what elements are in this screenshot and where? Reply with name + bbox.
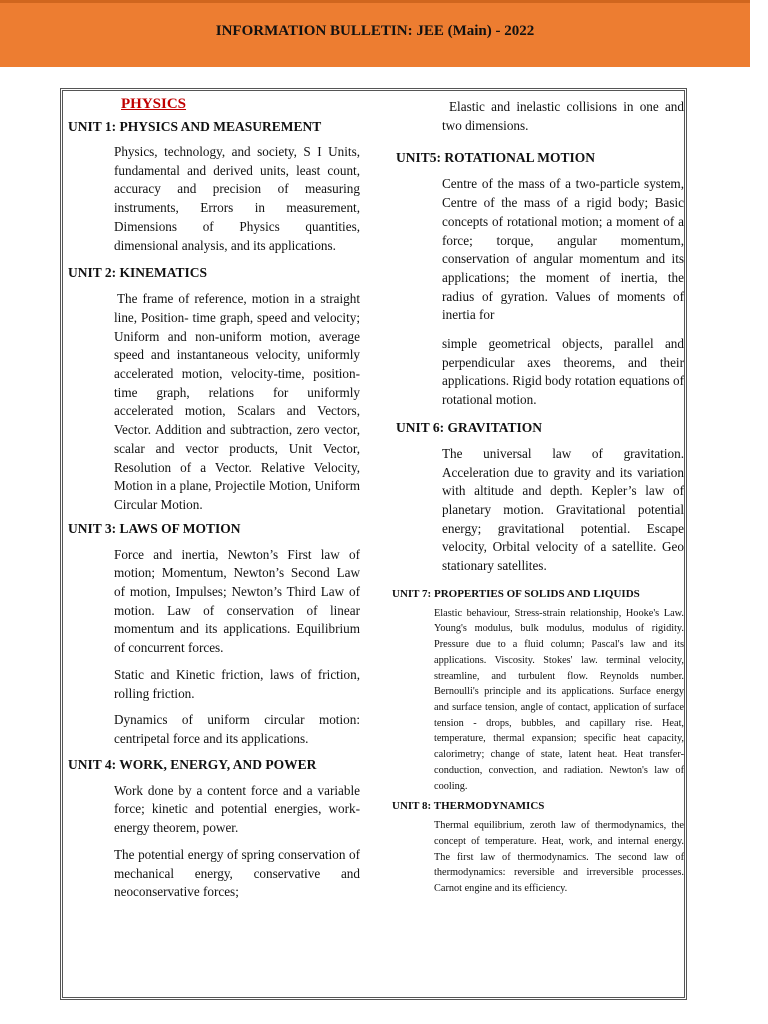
bulletin-title: INFORMATION BULLETIN: JEE (Main) - 2022 xyxy=(215,23,535,39)
unit-2-heading: UNIT 2: KINEMATICS xyxy=(68,265,208,281)
unit-1-text: Physics, technology, and society, S I Units, fundamental and derived units, least count, accuracy and precision of measuring instruments, Errors in measurement, Dimensions of Physics quantities, dimensional analysis, and its applications. xyxy=(114,144,360,253)
unit-3-para-1: Force and inertia, Newton’s First law of motion; Momentum, Newton’s Second Law of motion, Impulses; Newton’s Third Law of motion. Law of conservation of linear momentum and its applications. Equilibrium of concurrent forces. xyxy=(114,546,360,656)
unit-5-para-2: simple geometrical objects, parallel and perpendicular axes theorems, and their applications. Rigid body rotation equations of rotational motion. xyxy=(442,336,684,408)
unit-3-para-3: Dynamics of uniform circular motion: centripetal force and its applications. xyxy=(114,712,360,746)
unit-4-para-2: The potential energy of spring conservation of mechanical energy, conservative and neoconservative forces; xyxy=(114,846,360,900)
unit-5-para-1: Centre of the mass of a two-particle system, Centre of the mass of a rigid body; Basic concepts of rotational motion; a moment of a force; torque, angular momentum, conservation of angular momentum and its applications; the moment of inertia, the radius of gyration. Values of moments of inertia for xyxy=(442,176,684,323)
unit-3-para-2: Static and Kinetic friction, laws of friction, rolling friction. xyxy=(114,666,360,701)
unit-3-heading: UNIT 3: LAWS OF MOTION xyxy=(68,520,241,536)
unit-6-text: The universal law of gravitation. Acceleration due to gravity and its variation with altitude and depth. Kepler’s law of planetary motion. Gravitational potential energy; gravitational potential. Escape velocity, Orbital velocity of a satellite. Geo stationary satellites. xyxy=(442,445,684,574)
unit-7-text: Elastic behaviour, Stress-strain relationship, Hooke's Law. Young's modulus, bulk modulus, modulus of rigidity. Pressure due to a fluid column; Pascal's law and its applications. Viscosity. Stokes' law. terminal velocity, streamline, and turbulent flow. Reynolds number. Bernoulli's principle and its applications. Surface energy and surface tension, angle of contact, application of surface tension - drops, bubbles, and capillary rise. Heat, temperature, thermal expansion; specific heat capacity, calorimetry; change of state, latent heat. Heat transfer-conduction, convection, and radiation. Newton's law of cooling. xyxy=(434,607,684,792)
unit-6-heading: UNIT 6: GRAVITATION xyxy=(396,419,543,435)
unit-4-para-1: Work done by a content force and a variable force; kinetic and potential energies, work-energy theorem, power. xyxy=(114,782,360,836)
unit-8-heading: UNIT 8: THERMODYNAMICS xyxy=(392,800,545,813)
unit-4-heading: UNIT 4: WORK, ENERGY, AND POWER xyxy=(68,756,317,772)
left-column xyxy=(68,96,360,902)
header-banner xyxy=(0,0,750,67)
unit-7-heading: UNIT 7: PROPERTIES OF SOLIDS AND LIQUIDS xyxy=(392,587,640,600)
subject-title: PHYSICS xyxy=(121,96,187,112)
unit-8-text: Thermal equilibrium, zeroth law of thermodynamics, the concept of temperature. Heat, work, and internal energy. The first law of thermodynamics. The second law of thermodynamics: reversible and irreversible processes. Carnot engine and its efficiency. xyxy=(434,820,684,895)
unit-5-heading: UNIT5: ROTATIONAL MOTION xyxy=(396,150,596,166)
right-column xyxy=(390,96,684,897)
unit-4-continuation: Elastic and inelastic collisions in one and two dimensions. xyxy=(442,99,684,133)
unit-1-heading: UNIT 1: PHYSICS AND MEASUREMENT xyxy=(68,119,322,134)
unit-2-text: The frame of reference, motion in a straight line, Position- time graph, speed and velocity; Uniform and non-uniform motion, average speed and instantaneous velocity, uniformly accelerated motion, velocity-time, position-time graph, relations for uniformly accelerated motion, Scalars and Vectors, Vector. Addition and subtraction, zero vector, scalar and vector products, Unit Vector, Resolution of a Vector. Relative Velocity, Motion in a plane, Projectile Motion, Uniform Circular Motion. xyxy=(114,291,360,512)
